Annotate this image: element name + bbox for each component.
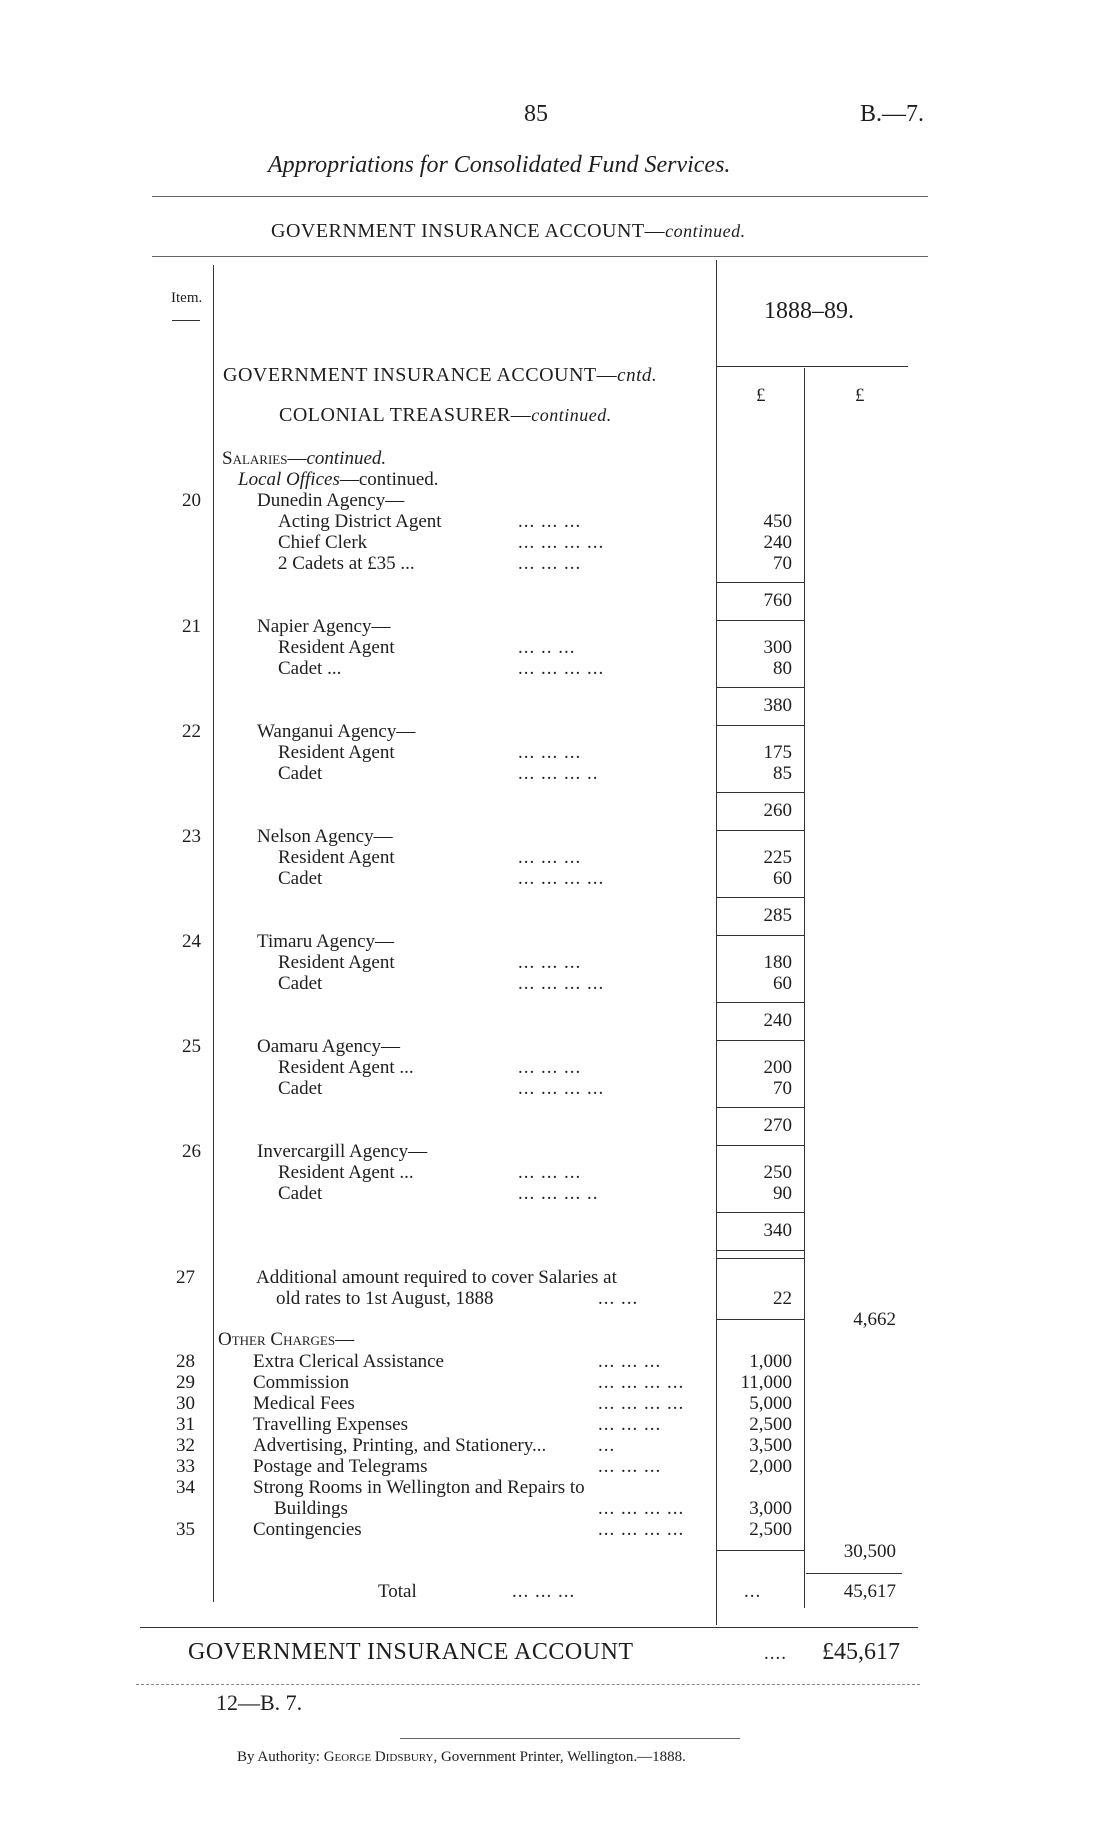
leader-dots: ... ... ... ..: [518, 763, 599, 784]
leader-dots: ... ... ...: [598, 1414, 662, 1435]
agency-subtotal: 380: [763, 695, 792, 716]
charge-label: Postage and Telegrams: [253, 1456, 428, 1477]
leader-dots: ... ... ...: [598, 1351, 662, 1372]
item-column-label: Item.: [171, 290, 203, 306]
charge-label: Commission: [253, 1372, 350, 1393]
subtotal-top-rule: [716, 1212, 804, 1213]
line-label: Cadet: [278, 1183, 323, 1204]
total-amount: 45,617: [843, 1581, 896, 1602]
leader-dots: ...: [598, 1435, 616, 1456]
agency-name: Wanganui Agency—: [257, 721, 416, 742]
subtotal-bottom-rule: [716, 935, 804, 936]
line-amount: 300: [763, 637, 792, 658]
item-number: 34: [176, 1477, 195, 1498]
signature-mark: 12—B. 7.: [216, 1690, 303, 1715]
subtotal-top-rule: [716, 1002, 804, 1003]
line-label: Resident Agent ...: [278, 1162, 414, 1183]
line-label: Resident Agent: [278, 952, 395, 973]
subtotal-top-rule: [716, 897, 804, 898]
imprint-printer: George Didsbury,: [323, 1749, 438, 1765]
imprint-rest: Government Printer, Wellington.—1888.: [440, 1749, 686, 1765]
leader-dots: ... ... ...: [518, 1057, 582, 1078]
charge-label: Contingencies: [253, 1519, 362, 1540]
salaries-heading-suffix: continued.: [306, 448, 387, 469]
leader-dots: ... .. ...: [518, 637, 576, 658]
imprint-prefix: By Authority:: [237, 1749, 320, 1765]
line-label: Resident Agent: [278, 637, 395, 658]
salaries-heading-label: Salaries—: [222, 448, 307, 469]
charge-amount: 1,000: [749, 1351, 792, 1372]
footer-rule: [400, 1738, 740, 1739]
line-label: Cadet ...: [278, 658, 342, 679]
leader-dots: ... ... ... ...: [518, 532, 605, 553]
grand-total-label: GOVERNMENT INSURANCE ACCOUNT: [188, 1639, 634, 1665]
local-offices-heading: [238, 469, 439, 491]
agency-name: Invercargill Agency—: [257, 1141, 428, 1162]
total-label: Total: [378, 1581, 417, 1602]
department-subheading-suffix: continued.: [531, 405, 612, 425]
charge-label: Extra Clerical Assistance: [253, 1351, 444, 1372]
line-label: Cadet: [278, 973, 323, 994]
charge-amount: 2,500: [749, 1519, 792, 1540]
agency-subtotal: 240: [763, 1010, 792, 1031]
page-number: 85: [524, 101, 548, 127]
line-amount: 450: [763, 511, 792, 532]
item-number: 22: [182, 721, 201, 742]
section-heading: [271, 220, 746, 243]
item-number: 24: [182, 931, 201, 952]
item-number: 32: [176, 1435, 195, 1456]
item-number: 23: [182, 826, 201, 847]
leader-dots: ... ... ... ...: [598, 1372, 685, 1393]
department-subheading-main: COLONIAL TREASURER—: [279, 404, 532, 426]
line-amount: 60: [773, 868, 792, 889]
document-reference: B.—7.: [860, 101, 925, 127]
leader-dots: ... ... ... ..: [518, 1183, 599, 1204]
item-number: 25: [182, 1036, 201, 1057]
total-col1-dots: ...: [744, 1581, 762, 1602]
year-head-rule: [716, 366, 908, 367]
leader-dots: ....: [764, 1643, 787, 1664]
line-amount: 60: [773, 973, 792, 994]
item-number: 27: [176, 1267, 195, 1288]
additional-bottom-rule: [716, 1319, 804, 1320]
agency-name: Dunedin Agency—: [257, 490, 405, 511]
line-amount: 180: [763, 952, 792, 973]
charge-amount: 2,000: [749, 1456, 792, 1477]
other-charges-total: 30,500: [843, 1541, 896, 1562]
line-label: Cadet: [278, 1078, 323, 1099]
item-column-rule: [213, 265, 214, 1602]
charge-amount: 2,500: [749, 1414, 792, 1435]
leader-dots: ... ... ... ...: [518, 868, 605, 889]
subtotal-top-rule: [716, 687, 804, 688]
agency-subtotal: 760: [763, 590, 792, 611]
leader-dots: ... ... ... ...: [518, 973, 605, 994]
leader-dots: ... ...: [598, 1288, 639, 1309]
section-heading-suffix: continued.: [665, 221, 746, 241]
subtotal-top-rule: [716, 582, 804, 583]
line-amount: 200: [763, 1057, 792, 1078]
other-charges-heading: Other Charges—: [218, 1329, 355, 1350]
line-label: 2 Cadets at £35 ...: [278, 553, 415, 574]
leader-dots: ... ... ...: [518, 742, 582, 763]
additional-top-rule: [716, 1258, 804, 1259]
agency-name: Napier Agency—: [257, 616, 391, 637]
table-top-rule: [152, 256, 928, 257]
pound-sign-col1: £: [756, 385, 766, 406]
amount-column-rule: [716, 260, 717, 1625]
item-number: 29: [176, 1372, 195, 1393]
line-label: Cadet: [278, 868, 323, 889]
grand-total-amount: £45,617: [822, 1639, 900, 1665]
printer-imprint: [237, 1749, 686, 1766]
line-amount: 240: [763, 532, 792, 553]
grand-total-rule: [136, 1684, 920, 1685]
page-title: Appropriations for Consolidated Fund Services.: [268, 152, 731, 178]
line-amount: 90: [773, 1183, 792, 1204]
leader-dots: ... ... ... ...: [598, 1519, 685, 1540]
agency-subtotal: 270: [763, 1115, 792, 1136]
subtotal-top-rule: [716, 1107, 804, 1108]
total-column-rule: [804, 368, 805, 1608]
other-charges-rule: [716, 1550, 804, 1551]
leader-dots: ... ... ... ...: [598, 1393, 685, 1414]
line-amount: 70: [773, 1078, 792, 1099]
charge-amount: 3,000: [749, 1498, 792, 1519]
department-subheading: [279, 404, 612, 427]
total-column-rule-upper: [806, 1573, 902, 1574]
additional-line-1: Additional amount required to cover Salaries at: [256, 1267, 617, 1288]
line-amount: 85: [773, 763, 792, 784]
subtotal-bottom-rule: [716, 1145, 804, 1146]
item-number: 30: [176, 1393, 195, 1414]
line-label: Resident Agent ...: [278, 1057, 414, 1078]
leader-dots: ... ... ... ...: [518, 1078, 605, 1099]
subtotal-bottom-rule: [716, 1250, 804, 1251]
line-amount: 250: [763, 1162, 792, 1183]
account-subheading-main: GOVERNMENT INSURANCE ACCOUNT—: [223, 364, 618, 386]
charge-amount: 11,000: [740, 1372, 792, 1393]
leader-dots: ... ... ...: [518, 511, 582, 532]
salaries-total: 4,662: [853, 1309, 896, 1330]
additional-amount: 22: [773, 1288, 792, 1309]
charge-amount: 3,500: [749, 1435, 792, 1456]
item-head-underline: [172, 320, 200, 321]
charge-label: Strong Rooms in Wellington and Repairs to: [253, 1477, 585, 1498]
section-heading-main: GOVERNMENT INSURANCE ACCOUNT—: [271, 220, 666, 242]
item-number: 21: [182, 616, 201, 637]
local-offices-label: Local Offices: [238, 469, 340, 490]
charge-label: Advertising, Printing, and Stationery...: [253, 1435, 547, 1456]
line-amount: 70: [773, 553, 792, 574]
agency-subtotal: 260: [763, 800, 792, 821]
line-label: Resident Agent: [278, 847, 395, 868]
pound-sign-col2: £: [855, 385, 865, 406]
agency-name: Timaru Agency—: [257, 931, 395, 952]
line-label: Chief Clerk: [278, 532, 368, 553]
header-rule: [152, 196, 928, 197]
item-number: 35: [176, 1519, 195, 1540]
line-label: Acting District Agent: [278, 511, 442, 532]
leader-dots: ... ... ...: [518, 847, 582, 868]
subtotal-bottom-rule: [716, 1040, 804, 1041]
leader-dots: ... ... ... ...: [598, 1498, 685, 1519]
subtotal-bottom-rule: [716, 620, 804, 621]
table-bottom-rule: [140, 1627, 918, 1628]
local-offices-suffix: —continued.: [339, 469, 439, 490]
account-subheading: [223, 364, 657, 387]
charge-label: Travelling Expenses: [253, 1414, 408, 1435]
item-number: 28: [176, 1351, 195, 1372]
leader-dots: ... ... ... ...: [518, 658, 605, 679]
leader-dots: ... ... ...: [518, 553, 582, 574]
leader-dots: ... ... ...: [518, 1162, 582, 1183]
agency-subtotal: 340: [763, 1220, 792, 1241]
charge-amount: 5,000: [749, 1393, 792, 1414]
charge-label: Medical Fees: [253, 1393, 355, 1414]
year-column-label: 1888–89.: [764, 298, 854, 324]
line-label: Resident Agent: [278, 742, 395, 763]
account-subheading-suffix: cntd.: [617, 365, 658, 386]
agency-subtotal: 285: [763, 905, 792, 926]
additional-line-2: old rates to 1st August, 1888: [276, 1288, 494, 1309]
leader-dots: ... ... ...: [512, 1581, 576, 1602]
salaries-heading: [222, 448, 386, 470]
agency-name: Oamaru Agency—: [257, 1036, 400, 1057]
line-amount: 175: [763, 742, 792, 763]
subtotal-top-rule: [716, 792, 804, 793]
subtotal-bottom-rule: [716, 830, 804, 831]
subtotal-bottom-rule: [716, 725, 804, 726]
leader-dots: ... ... ...: [518, 952, 582, 973]
item-number: 31: [176, 1414, 195, 1435]
charge-label: Buildings: [274, 1498, 348, 1519]
line-amount: 80: [773, 658, 792, 679]
leader-dots: ... ... ...: [598, 1456, 662, 1477]
item-number: 26: [182, 1141, 201, 1162]
agency-name: Nelson Agency—: [257, 826, 393, 847]
item-number: 33: [176, 1456, 195, 1477]
line-amount: 225: [763, 847, 792, 868]
item-number: 20: [182, 490, 201, 511]
line-label: Cadet: [278, 763, 323, 784]
